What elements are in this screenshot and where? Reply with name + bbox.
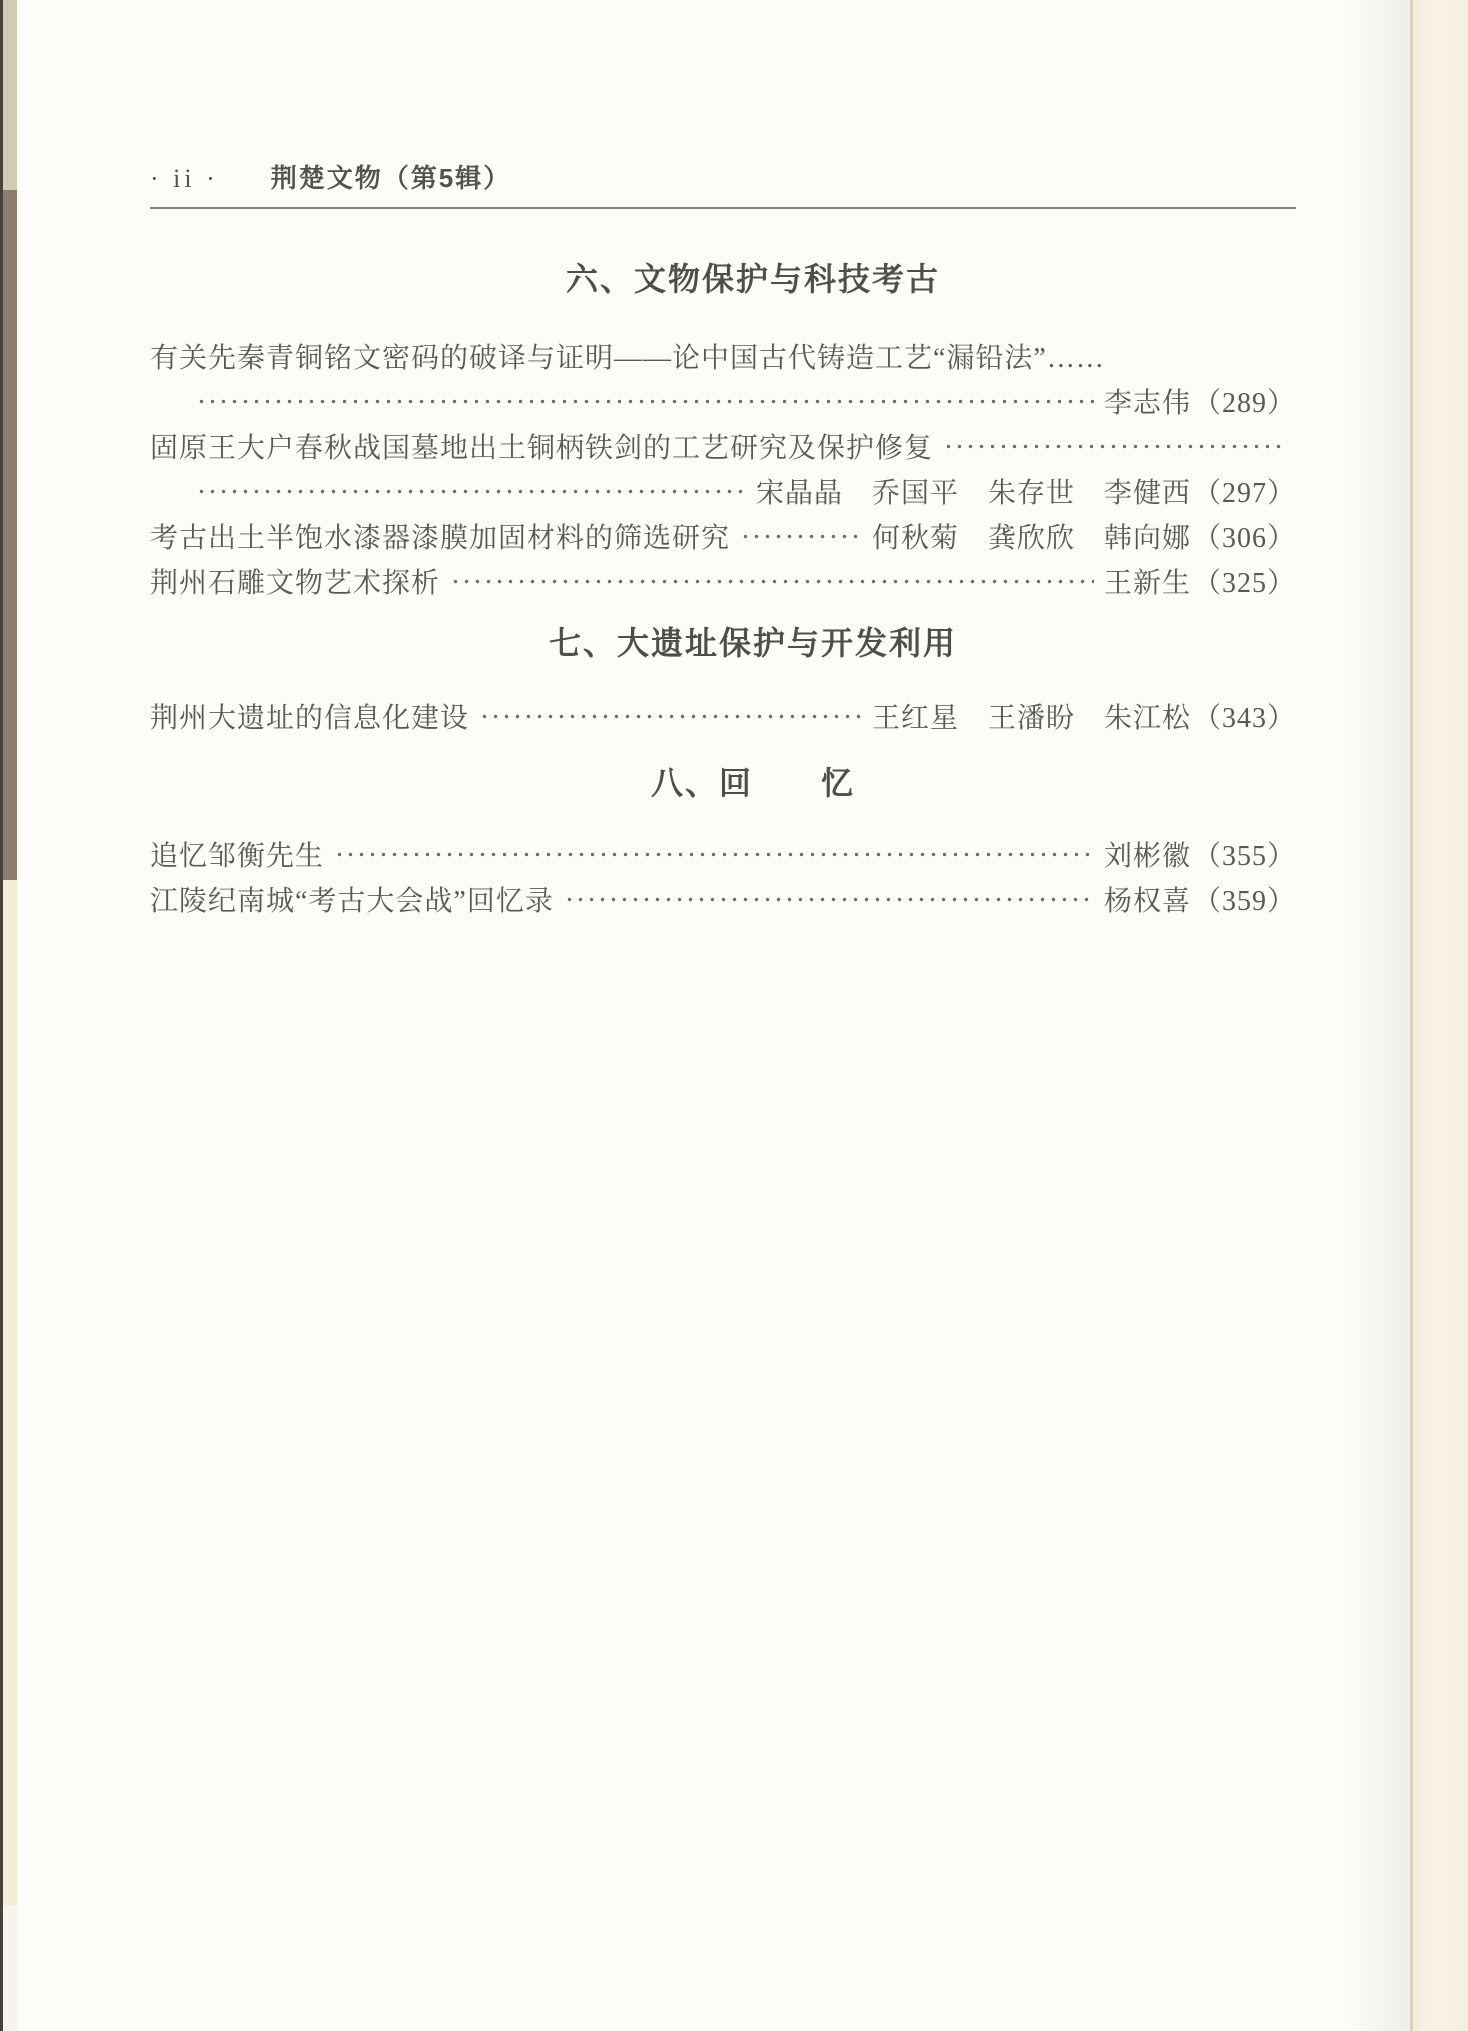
entry-page-number: （297） bbox=[1192, 477, 1296, 509]
entry-page-number: （359） bbox=[1192, 885, 1296, 917]
entry-authors: 刘彬徽 bbox=[1103, 840, 1191, 872]
dot-leader bbox=[194, 378, 1094, 423]
toc-page bbox=[150, 0, 1296, 921]
dot-leader bbox=[562, 876, 1094, 921]
entry-page-number: （289） bbox=[1192, 387, 1296, 419]
section-heading-8: 八、回 忆 bbox=[650, 765, 855, 801]
section-heading-6: 六、文物保护与科技考古 bbox=[565, 261, 940, 297]
scan-right-shadow bbox=[1348, 0, 1412, 2031]
entry-authors: 宋晶晶 乔国平 朱存世 李健西 bbox=[755, 477, 1191, 509]
entry-title: 江陵纪南城“考古大会战”回忆录 bbox=[150, 885, 554, 917]
dot-leader bbox=[477, 693, 862, 738]
toc-entry-title-line bbox=[150, 333, 1296, 378]
dot-leader bbox=[194, 468, 746, 513]
entry-authors: 李志伟 bbox=[1103, 387, 1191, 419]
entry-authors: 王红星 王潘盼 朱江松 bbox=[871, 702, 1191, 734]
toc-entry bbox=[150, 513, 1296, 558]
toc-entry bbox=[150, 558, 1296, 603]
scan-gutter-highlight bbox=[17, 0, 23, 2031]
toc-entry-continuation-line bbox=[150, 468, 1296, 513]
toc-entry-title-line bbox=[150, 423, 1296, 468]
entry-page-number: （306） bbox=[1192, 522, 1296, 554]
entry-authors: 杨权喜 bbox=[1103, 885, 1191, 917]
folio-number: · ii · bbox=[150, 164, 219, 193]
entry-authors: 王新生 bbox=[1103, 567, 1191, 599]
toc-entry bbox=[150, 876, 1296, 921]
section-heading-7: 七、大遗址保护与开发利用 bbox=[548, 625, 957, 661]
gutter-segment-light bbox=[3, 1905, 17, 2031]
book-title: 荆楚文物（第5辑） bbox=[270, 163, 512, 193]
toc-entry bbox=[150, 831, 1296, 876]
entry-title: 固原王大户春秋战国墓地出土铜柄铁剑的工艺研究及保护修复 bbox=[150, 432, 934, 464]
dot-leader bbox=[332, 831, 1094, 876]
header-rule bbox=[150, 207, 1296, 209]
entry-title: 有关先秦青铜铭文密码的破译与证明——论中国古代铸造工艺“漏铅法”…… bbox=[150, 342, 1105, 374]
entry-page-number: （355） bbox=[1192, 840, 1296, 872]
gutter-segment-beige bbox=[3, 0, 17, 190]
page-header bbox=[150, 158, 1296, 195]
scan-right-page-band bbox=[1413, 0, 1468, 2031]
entry-title: 考古出土半饱水漆器漆膜加固材料的筛选研究 bbox=[150, 522, 731, 554]
toc-entry-continuation-line bbox=[150, 378, 1296, 423]
dot-leader bbox=[448, 558, 1094, 603]
entry-title: 追忆邹衡先生 bbox=[150, 840, 325, 872]
entry-page-number: （343） bbox=[1192, 702, 1296, 734]
entry-page-number: （325） bbox=[1192, 567, 1296, 599]
scan-left-gutter bbox=[3, 0, 17, 2031]
gutter-segment-cream bbox=[3, 880, 17, 1905]
dot-leader bbox=[738, 513, 862, 558]
dot-leader bbox=[941, 423, 1286, 468]
entry-title: 荆州石雕文物艺术探析 bbox=[150, 567, 441, 599]
entry-title: 荆州大遗址的信息化建设 bbox=[150, 702, 470, 734]
gutter-segment-brown bbox=[3, 190, 17, 880]
entry-authors: 何秋菊 龚欣欣 韩向娜 bbox=[871, 522, 1191, 554]
toc-entry bbox=[150, 693, 1296, 738]
